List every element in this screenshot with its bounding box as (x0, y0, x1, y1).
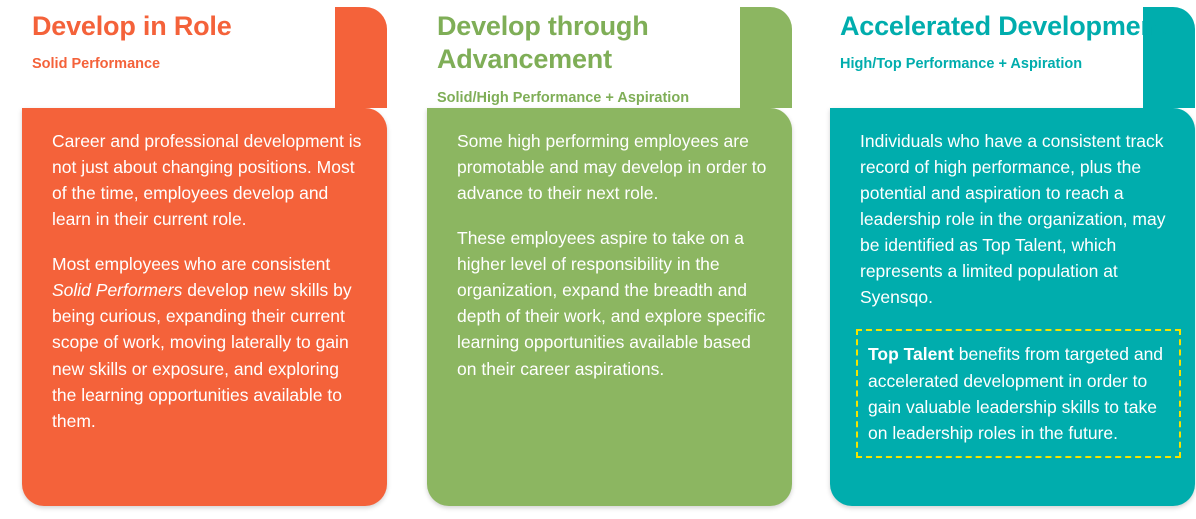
column-1-emphasis-solid-performers: Solid Performers (52, 280, 183, 301)
column-2-title: Develop through Advancement (437, 11, 649, 75)
top-talent-highlight-text (868, 341, 1167, 445)
column-2-paragraph-1: Some high performing employees are promotable and may develop in order to advance to their next role. (457, 131, 767, 204)
column-2-subtitle: Solid/High Performance + Aspiration (437, 89, 690, 106)
column-2-paragraph-2: These employees aspire to take on a higher level of responsibility in the organization, expand the breadth and depth of their work, and explore specific learning opportunities available based on their career aspirations. (457, 228, 766, 379)
column-develop-in-role (22, 0, 387, 506)
top-talent-description: benefits from targeted and accelerated development in order to gain valuable leadership skills to take on leadership roles in the future. (868, 344, 1164, 443)
column-3-title: Accelerated Development (840, 11, 1166, 41)
column-1-body (22, 108, 387, 456)
column-3-header (840, 0, 1185, 74)
column-2-header (437, 0, 782, 108)
column-1-card (22, 108, 387, 506)
column-develop-through-advancement (427, 0, 792, 506)
column-1-paragraph-2 (52, 251, 363, 433)
column-1-paragraph-2-part-1: Most employees who are consistent (52, 254, 331, 275)
column-1-paragraph-2-part-2: develop new skills by being curious, expanding their current scope of work, moving laterally to gain new skills or exposure, and exploring the learning opportunities available to them. (52, 280, 352, 431)
column-1-paragraph-1: Career and professional development is not just about changing positions. Most of the time, employees develop and learn in their current role. (52, 131, 362, 230)
top-talent-label: Top Talent (868, 344, 954, 365)
column-accelerated-development (830, 0, 1195, 506)
column-1-header (32, 0, 377, 74)
column-3-card (830, 108, 1195, 506)
column-2-card (427, 108, 792, 506)
column-1-title: Develop in Role (32, 11, 232, 41)
column-3-body (830, 108, 1195, 480)
column-1-subtitle: Solid Performance (32, 56, 161, 73)
column-3-subtitle: High/Top Performance + Aspiration (840, 56, 1083, 73)
top-talent-highlight-box (856, 329, 1181, 457)
column-3-paragraph-1: Individuals who have a consistent track record of high performance, plus the potential and aspiration to reach a leadership role in the organization, may be identified as Top Talent, which represents a limited population at Syensqo. (860, 131, 1166, 308)
column-2-body (427, 108, 792, 404)
